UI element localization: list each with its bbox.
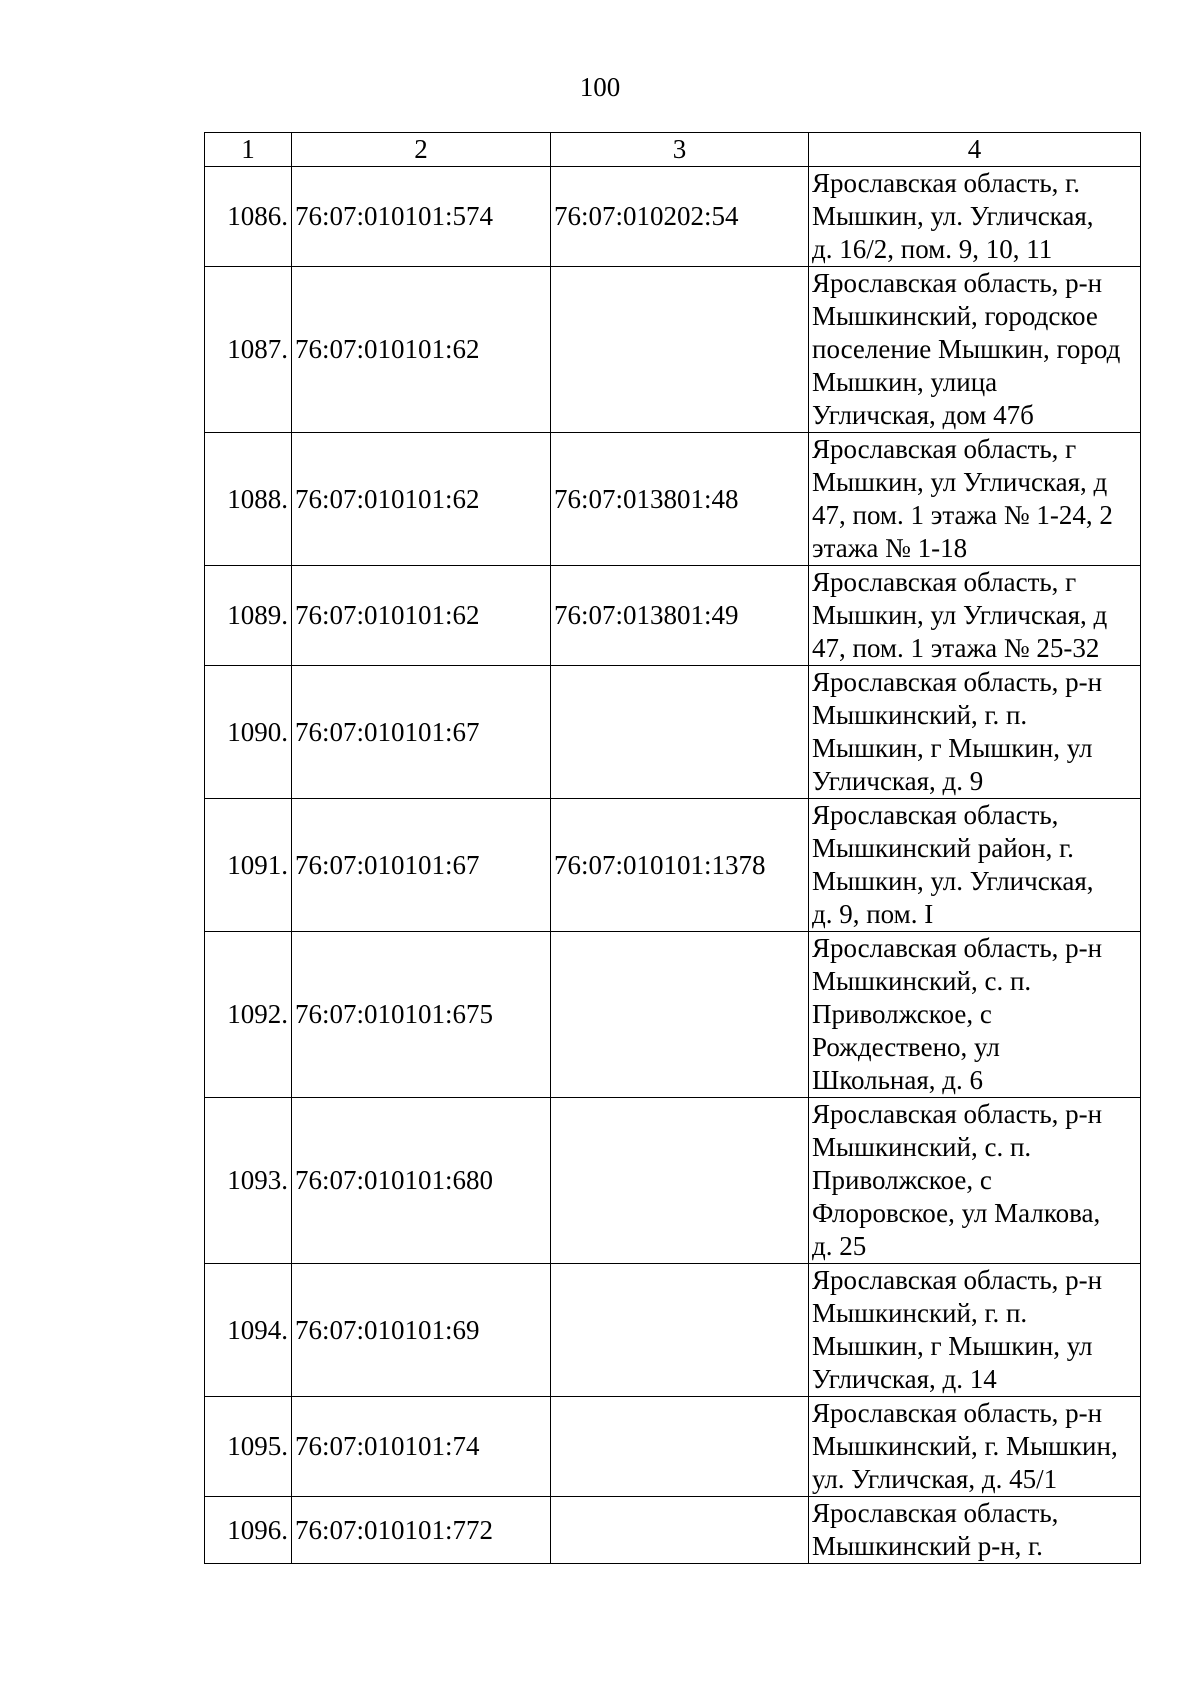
parent-cadastral-number-cell: 76:07:013801:49 [551, 566, 809, 666]
row-number-cell: 1088. [205, 433, 292, 566]
address-cell: Ярославская область, р-н Мышкинский, г. Мышкин, ул. Угличская, д. 45/1 [809, 1397, 1141, 1497]
row-number-cell: 1092. [205, 932, 292, 1098]
row-number-cell: 1087. [205, 267, 292, 433]
address-cell: Ярославская область, р-н Мышкинский, с. п. Приволжское, с Рождествено, ул Школьная, д. 6 [809, 932, 1141, 1098]
row-number-cell: 1089. [205, 566, 292, 666]
table-row [205, 932, 1141, 1098]
registry-table [204, 132, 1141, 1564]
table-header-row [205, 133, 1141, 167]
address-cell: Ярославская область, р-н Мышкинский, с. п. Приволжское, с Флоровское, ул Малкова, д. 25 [809, 1098, 1141, 1264]
row-number-cell: 1096. [205, 1497, 292, 1564]
row-number-cell: 1086. [205, 167, 292, 267]
column-header: 4 [809, 133, 1141, 167]
parent-cadastral-number-cell: 76:07:013801:48 [551, 433, 809, 566]
table-row [205, 267, 1141, 433]
cadastral-number-cell: 76:07:010101:62 [292, 267, 551, 433]
address-cell: Ярославская область, г Мышкин, ул Угличская, д 47, пом. 1 этажа № 25-32 [809, 566, 1141, 666]
address-cell: Ярославская область, г. Мышкин, ул. Угличская, д. 16/2, пом. 9, 10, 11 [809, 167, 1141, 267]
table-row [205, 799, 1141, 932]
table-row [205, 433, 1141, 566]
cadastral-number-cell: 76:07:010101:772 [292, 1497, 551, 1564]
cadastral-number-cell: 76:07:010101:62 [292, 433, 551, 566]
table-row [205, 666, 1141, 799]
column-header: 1 [205, 133, 292, 167]
address-cell: Ярославская область, р-н Мышкинский, городское поселение Мышкин, город Мышкин, улица Угличская, дом 47б [809, 267, 1141, 433]
parent-cadastral-number-cell [551, 1397, 809, 1497]
table-row [205, 566, 1141, 666]
row-number-cell: 1095. [205, 1397, 292, 1497]
page-number: 100 [579, 72, 621, 102]
cadastral-number-cell: 76:07:010101:67 [292, 799, 551, 932]
row-number-cell: 1091. [205, 799, 292, 932]
parent-cadastral-number-cell [551, 1098, 809, 1264]
address-cell: Ярославская область, р-н Мышкинский, г. п. Мышкин, г Мышкин, ул Угличская, д. 14 [809, 1264, 1141, 1397]
column-header: 2 [292, 133, 551, 167]
address-cell: Ярославская область, р-н Мышкинский, г. п. Мышкин, г Мышкин, ул Угличская, д. 9 [809, 666, 1141, 799]
address-cell: Ярославская область, Мышкинский р-н, г. [809, 1497, 1141, 1564]
cadastral-number-cell: 76:07:010101:675 [292, 932, 551, 1098]
parent-cadastral-number-cell [551, 1497, 809, 1564]
cadastral-number-cell: 76:07:010101:74 [292, 1397, 551, 1497]
table-row [205, 167, 1141, 267]
cadastral-number-cell: 76:07:010101:574 [292, 167, 551, 267]
column-header: 3 [551, 133, 809, 167]
row-number-cell: 1094. [205, 1264, 292, 1397]
parent-cadastral-number-cell [551, 267, 809, 433]
row-number-cell: 1090. [205, 666, 292, 799]
parent-cadastral-number-cell [551, 932, 809, 1098]
parent-cadastral-number-cell [551, 1264, 809, 1397]
parent-cadastral-number-cell [551, 666, 809, 799]
cadastral-number-cell: 76:07:010101:62 [292, 566, 551, 666]
cadastral-number-cell: 76:07:010101:69 [292, 1264, 551, 1397]
address-cell: Ярославская область, г Мышкин, ул Угличская, д 47, пом. 1 этажа № 1-24, 2 этажа № 1-18 [809, 433, 1141, 566]
parent-cadastral-number-cell: 76:07:010101:1378 [551, 799, 809, 932]
table-row [205, 1098, 1141, 1264]
row-number-cell: 1093. [205, 1098, 292, 1264]
parent-cadastral-number-cell: 76:07:010202:54 [551, 167, 809, 267]
table-row [205, 1497, 1141, 1564]
table-row [205, 1264, 1141, 1397]
table-row [205, 1397, 1141, 1497]
cadastral-number-cell: 76:07:010101:680 [292, 1098, 551, 1264]
address-cell: Ярославская область, Мышкинский район, г. Мышкин, ул. Угличская, д. 9, пом. I [809, 799, 1141, 932]
cadastral-number-cell: 76:07:010101:67 [292, 666, 551, 799]
